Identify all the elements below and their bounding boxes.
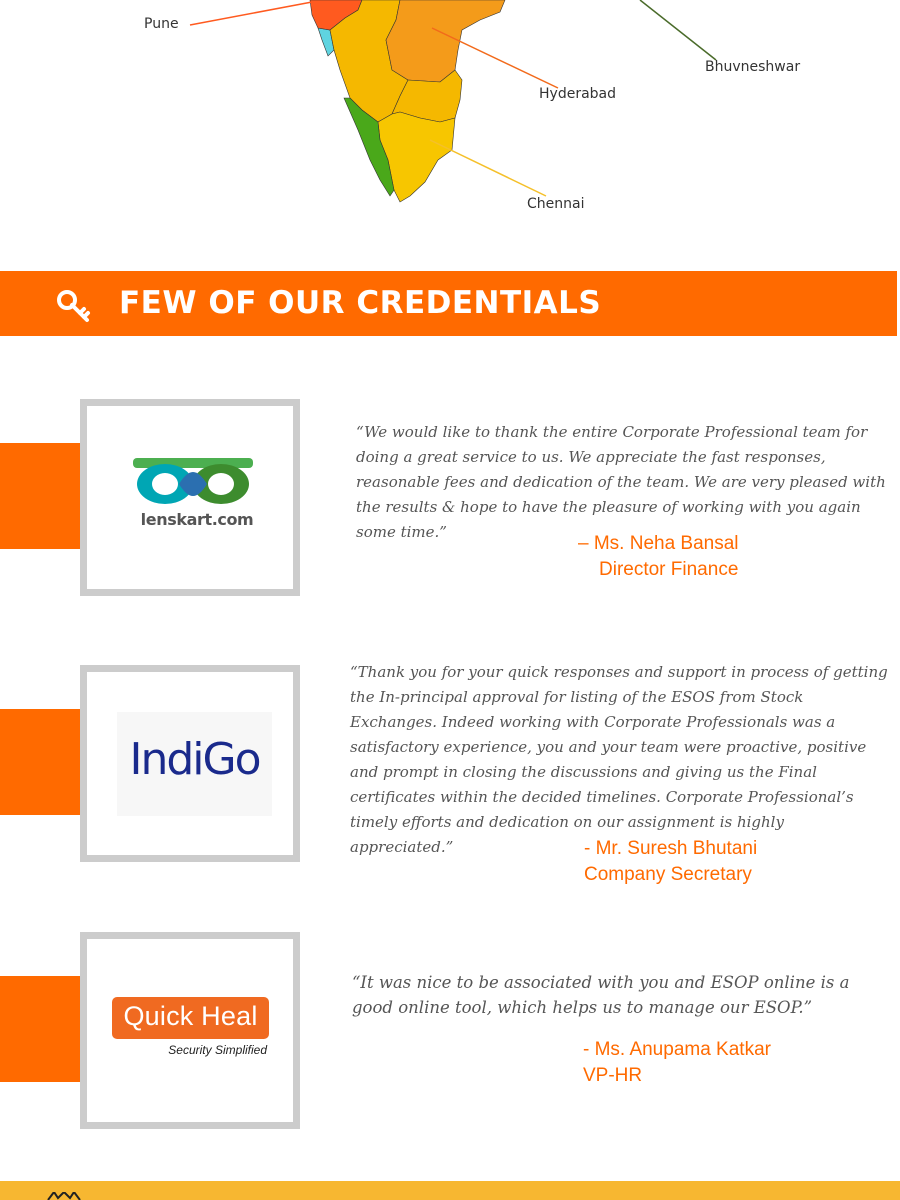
city-label-chennai: Chennai (527, 196, 585, 212)
key-icon (56, 289, 92, 329)
indigo-wordmark: IndiGo (129, 734, 260, 785)
footer-strip (0, 1181, 900, 1200)
credential-accent-tab (0, 709, 81, 815)
quickheal-wordmark: Quick Heal (123, 1001, 258, 1031)
testimonial-name: – Ms. Neha Bansal (578, 533, 739, 554)
testimonial-role: Company Secretary (584, 864, 752, 885)
testimonial-quote: “It was nice to be associated with you and ESOP online is a good online tool, which helps us to manage our ESOP.” (352, 973, 850, 1017)
quickheal-logo (112, 997, 269, 1039)
testimonial-role: Director Finance (599, 559, 739, 580)
map-graphic (0, 0, 900, 240)
lenskart-wordmark: lenskart.com (140, 510, 254, 529)
testimonial-name: - Ms. Anupama Katkar (583, 1039, 771, 1060)
lenskart-logo-icon (131, 454, 255, 518)
indigo-logo (117, 712, 272, 816)
map-region-telangana (386, 0, 505, 82)
testimonial-role: VP-HR (583, 1065, 643, 1086)
testimonial-quote: “We would like to thank the entire Corporate Professional team for doing a great service to us. We appreciate the fast responses, reasonable fees and dedication of the team. We are very pleased with the results & hope to have the pleasure of working with you again some time.” (356, 423, 886, 541)
testimonial-attribution (578, 531, 739, 583)
south-india-map (0, 0, 900, 240)
testimonial-quote: “Thank you for your quick responses and support in process of getting the In-principal approval for listing of the ESOS from Stock Exchanges. Indeed working with Corporate Professionals was a satisfactory experience, you and your team were proactive, positive and prompt in closing the discussions and giving us the Final certificates within the decided timelines. Corporate Professional’s timely efforts and dedication on our assignment is highly appreciated.” (350, 663, 888, 856)
credential-accent-tab (0, 976, 81, 1082)
section-title: FEW OF OUR CREDENTIALS (119, 285, 602, 321)
credential-accent-tab (0, 443, 81, 549)
testimonial-name: - Mr. Suresh Bhutani (584, 838, 758, 859)
credentials-header (0, 271, 897, 336)
city-label-pune: Pune (144, 16, 179, 32)
pointer-line-bhuvneshwar (640, 0, 716, 60)
quickheal-tagline: Security Simplified (168, 1043, 267, 1057)
pointer-line-pune (190, 2, 312, 25)
indigo-logo-frame (80, 665, 300, 862)
lenskart-logo-frame (80, 399, 300, 596)
city-label-bhuvneshwar: Bhuvneshwar (705, 59, 801, 75)
testimonial-attribution (583, 1037, 771, 1089)
quickheal-logo-frame (80, 932, 300, 1129)
testimonial-attribution (584, 836, 757, 888)
footer-logo-icon (44, 1192, 84, 1200)
pointer-line-chennai (430, 140, 546, 196)
city-label-hyderabad: Hyderabad (539, 86, 616, 102)
